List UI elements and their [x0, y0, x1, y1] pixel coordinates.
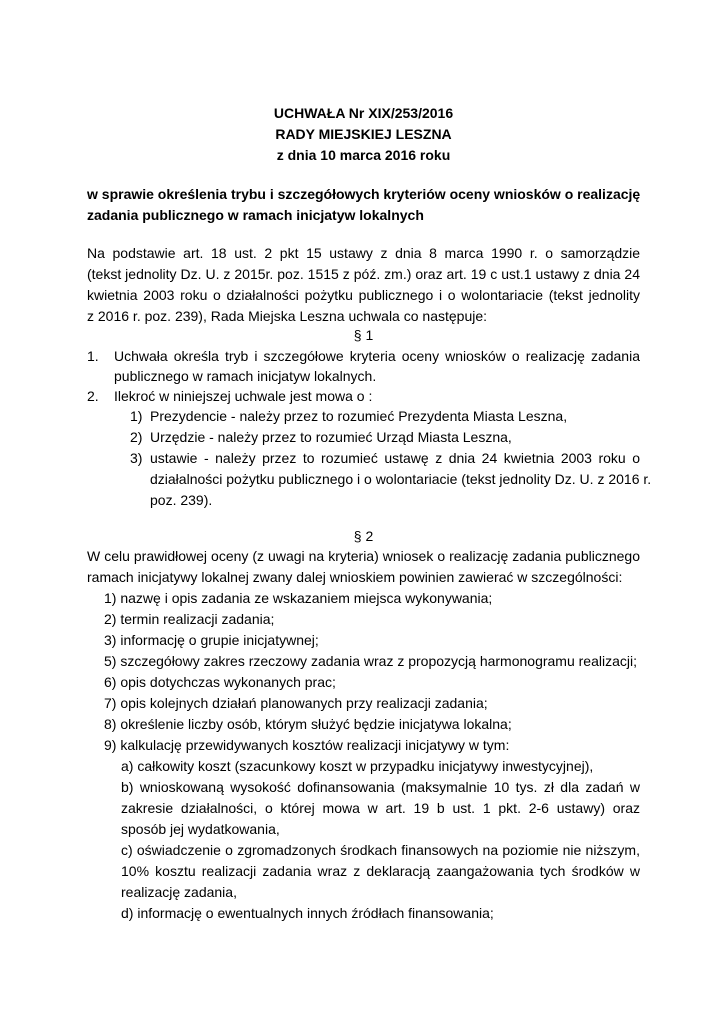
paragraph-1-line-2: publicznego w ramach inicjatyw lokalnych. [114, 368, 377, 384]
sub-item-a: a) całkowity koszt (szacunkowy koszt w przypadku inicjatywy inwestycyjnej), [121, 758, 594, 774]
definition-2-number: 2) [130, 429, 143, 445]
subject-line-1: w sprawie określenia trybu i szczegółowych kryteriów oceny wniosków o realizację [87, 186, 641, 202]
preamble-line-3: kwietnia 2003 roku o działalności pożytku publicznego i o wolontariacie (tekst jednolity [87, 287, 640, 303]
definition-3-line-3: poz. 239). [150, 492, 213, 508]
list-item-5: 5) szczegółowy zakres rzeczowy zadania wraz z propozycją harmonogramu realizacji; [104, 653, 637, 669]
resolution-date: z dnia 10 marca 2016 roku [276, 147, 451, 163]
definition-2-text: Urzędzie - należy przez to rozumieć Urząd Miasta Leszna, [150, 429, 512, 445]
section-1-heading: § 1 [353, 327, 374, 343]
preamble-line-4: z 2016 r. poz. 239), Rada Miejska Leszna uchwala co następuje: [87, 308, 488, 324]
definition-3-number: 3) [130, 450, 143, 466]
section-2-intro-line-2: ramach inicjatywy lokalnej zwany dalej wnioskiem powinien zawierać w szczególności: [87, 569, 623, 585]
sub-item-c-line-2: 10% kosztu realizacji zadania wraz z deklaracją zaangażowania tych środków w [121, 863, 640, 879]
list-item-3: 3) informację o grupie inicjatywnej; [104, 632, 319, 648]
section-2-heading: § 2 [353, 528, 374, 544]
preamble-line-1: Na podstawie art. 18 ust. 2 pkt 15 ustawy z dnia 8 marca 1990 r. o samorządzie [87, 245, 640, 261]
list-item-8: 8) określenie liczby osób, którym służyć będzie inicjatywa lokalna; [104, 716, 512, 732]
definition-1-text: Prezydencie - należy przez to rozumieć Prezydenta Miasta Leszna, [150, 408, 568, 424]
list-item-2: 2) termin realizacji zadania; [104, 611, 275, 627]
list-item-6: 6) opis dotychczas wykonanych prac; [104, 674, 336, 690]
section-2-intro-line-1: W celu prawidłowej oceny (z uwagi na kryteria) wniosek o realizację zadania publicznego [87, 548, 640, 564]
list-item-1: 1) nazwę i opis zadania ze wskazaniem miejsca wykonywania; [104, 590, 493, 606]
list-item-9: 9) kalkulację przewidywanych kosztów realizacji inicjatywy w tym: [104, 737, 510, 753]
paragraph-2-number: 2. [87, 388, 99, 404]
resolution-number: UCHWAŁA Nr XIX/253/2016 [273, 105, 454, 121]
definition-3-line-2: działalności pożytku publicznego i o wolontariacie (tekst jednolity Dz. U. z 2016 r. [150, 471, 652, 487]
sub-item-b-line-2: zakresie działalności, o której mowa w art. 19 b ust. 1 pkt. 2-6 ustawy) oraz [121, 800, 640, 816]
definition-3-line-1: ustawie - należy przez to rozumieć ustawę z dnia 24 kwietnia 2003 roku o [150, 450, 640, 466]
sub-item-c-line-1: c) oświadczenie o zgromadzonych środkach finansowych na poziomie nie niższym, [121, 842, 640, 858]
definition-1-number: 1) [130, 408, 143, 424]
sub-item-c-line-3: realizację zadania, [121, 884, 237, 900]
paragraph-2-line-1: Ilekroć w niniejszej uchwale jest mowa o : [114, 388, 373, 404]
subject-line-2: zadania publicznego w ramach inicjatyw lokalnych [87, 207, 424, 223]
paragraph-1-number: 1. [87, 348, 99, 364]
council-name: RADY MIEJSKIEJ LESZNA [275, 126, 452, 142]
paragraph-1-line-1: Uchwała określa tryb i szczegółowe kryteria oceny wniosków o realizację zadania [114, 348, 640, 364]
sub-item-b-line-1: b) wnioskowaną wysokość dofinansowania (maksymalnie 10 tys. zł dla zadań w [121, 779, 640, 795]
sub-item-b-line-3: sposób jej wydatkowania, [121, 821, 280, 837]
list-item-7: 7) opis kolejnych działań planowanych przy realizacji zadania; [104, 695, 488, 711]
sub-item-d: d) informację o ewentualnych innych źródłach finansowania; [121, 905, 494, 921]
preamble-line-2: (tekst jednolity Dz. U. z 2015r. poz. 1515 z póź. zm.) oraz art. 19 c ust.1 ustawy z dnia 24 [87, 266, 640, 282]
